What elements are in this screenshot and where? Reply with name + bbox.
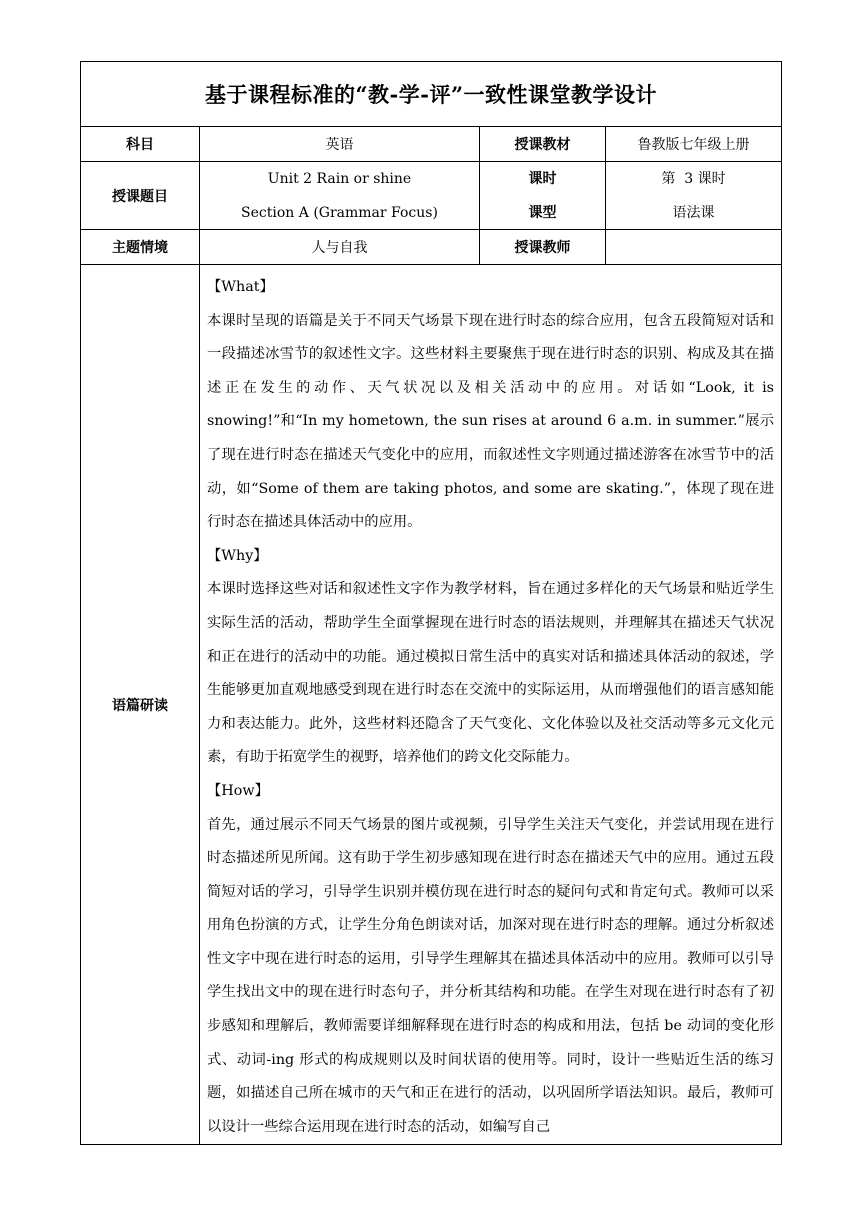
what-heading: 【What】 bbox=[207, 279, 274, 295]
period-value: 第 3 课时 bbox=[661, 170, 726, 187]
document-title: 基于课程标准的“教-学-评”一致性课堂教学设计 bbox=[81, 62, 782, 127]
topic-section: Section A (Grammar Focus) bbox=[241, 204, 438, 221]
lesson-design-sheet bbox=[80, 61, 781, 1145]
theme-value: 人与自我 bbox=[200, 230, 480, 265]
why-paragraph: 本课时选择这些对话和叙述性文字作为教学材料，旨在通过多样化的天气场景和贴近学生实际生活的活动，帮助学生全面掌握现在进行时态的语法规则，并理解其在描述天气状况和正在进行的活动中的功能。通过模拟日常生活中的真实对话和描述具体活动的叙述，学生能够更加直观地感受到现在进行时态在交流中的实际运用，从而增强他们的语言感知能力和表达能力。此外，这些材料还隐含了天气变化、文化体验以及社交活动等多元文化元素，有助于拓宽学生的视野，培养他们的跨文化交际能力。 bbox=[207, 581, 775, 766]
period-label: 课时 bbox=[528, 170, 557, 187]
topic-unit: Unit 2 Rain or shine bbox=[267, 170, 412, 187]
teacher-label: 授课教师 bbox=[480, 230, 606, 265]
topic-value bbox=[200, 162, 480, 230]
topic-label: 授课题目 bbox=[81, 162, 200, 230]
textbook-label: 授课教材 bbox=[480, 127, 606, 162]
textbook-value: 鲁教版七年级上册 bbox=[606, 127, 782, 162]
subject-label: 科目 bbox=[81, 127, 200, 162]
how-heading: 【How】 bbox=[207, 782, 269, 799]
period-type-labels bbox=[480, 162, 606, 230]
type-label: 课型 bbox=[528, 204, 557, 221]
what-paragraph: 本课时呈现的语篇是关于不同天气场景下现在进行时态的综合应用，包含五段简短对话和一段描述冰雪节的叙述性文字。这些材料主要聚焦于现在进行时态的识别、构成及其在描述正在发生的动作、天气状况以及相关活动中的应用。对话如“Look, it is snowing!”和“In my hometown, the sun rises at around 6 a.m. in summer.”展示了现在进行时态在描述天气变化中的应用，而叙述性文字则通过描述游客在冰雪节中的活动，如“Some of them are taking photos, and some are skating.”，体现了现在进行时态在描述具体活动中的应用。 bbox=[207, 312, 775, 531]
subject-value: 英语 bbox=[200, 127, 480, 162]
type-value: 语法课 bbox=[672, 204, 715, 221]
lesson-design-table bbox=[80, 61, 782, 1145]
text-analysis-label: 语篇研读 bbox=[81, 265, 200, 1145]
theme-label: 主题情境 bbox=[81, 230, 200, 265]
period-type-values bbox=[606, 162, 782, 230]
why-heading: 【Why】 bbox=[207, 547, 268, 564]
text-analysis-content bbox=[200, 265, 782, 1145]
teacher-value bbox=[606, 230, 782, 265]
how-paragraph: 首先，通过展示不同天气场景的图片或视频，引导学生关注天气变化，并尝试用现在进行时态描述所见所闻。这有助于学生初步感知现在进行时态在描述天气中的应用。通过五段简短对话的学习，引导学生识别并模仿现在进行时态的疑问句式和肯定句式。教师可以采用角色扮演的方式，让学生分角色朗读对话，加深对现在进行时态的理解。通过分析叙述性文字中现在进行时态的运用，引导学生理解其在描述具体活动中的应用。教师可以引导学生找出文中的现在进行时态句子，并分析其结构和功能。在学生对现在进行时态有了初步感知和理解后，教师需要详细解释现在进行时态的构成和用法，包括 be 动词的变化形式、动词-ing 形式的构成规则以及时间状语的使用等。同时，设计一些贴近生活的练习题，如描述自己所在城市的天气和正在进行的活动，以巩固所学语法知识。最后，教师可以设计一些综合运用现在进行时态的活动，如编写自己 bbox=[207, 816, 775, 1135]
